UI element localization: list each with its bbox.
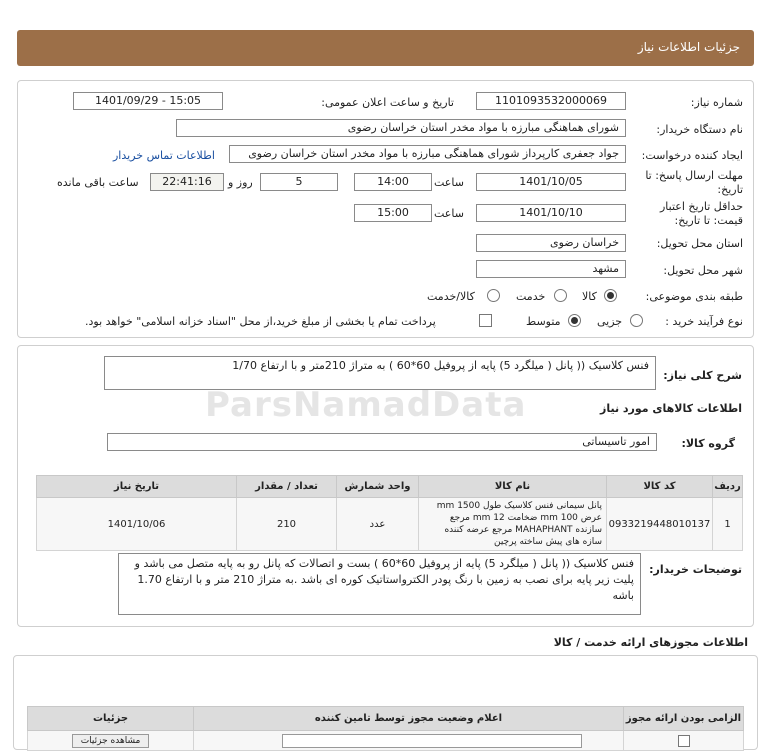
buyer-notes-field: فنس کلاسیک (( پانل ( میلگرد 5) پایه از پروفیل 60*60 ) بست و اتصالات که پانل رو به پایه متصل می باشد و پلیت زیر پایه برای نصب به زمین با رنگ پودر الکترواستاتیک کوره ای باشد .به متراژ 210 متر و با ارتفاع 1.70 باشه — [118, 553, 641, 615]
cell-name: پانل سیمانی فنس کلاسیک طول 1500 mm عرض 100 mm ضخامت 12 mm مرجع سازنده MAHAPHANT مرجع عرضه کننده سازه های پیش ساخته پرچین — [419, 498, 607, 551]
col-qty: تعداد / مقدار — [237, 476, 337, 498]
summary-label: شرح کلی نیاز: — [663, 369, 742, 382]
cell-code: 0933219448010137 — [607, 498, 713, 551]
category-service-radio[interactable] — [554, 289, 567, 302]
category-both-radio[interactable] — [487, 289, 500, 302]
goods-group-label: گروه کالا: — [681, 437, 735, 450]
lic-row — [28, 731, 744, 751]
summary-field: فنس کلاسیک (( پانل ( میلگرد 5) پایه از پروفیل 60*60 ) به متراژ 210متر و با ارتفاع 1/70 — [104, 356, 656, 390]
deadline-time-label: ساعت — [434, 176, 464, 189]
need-number-label: شماره نیاز: — [690, 96, 743, 109]
validity-date-field: 1401/10/10 — [476, 204, 626, 222]
province-field: خراسان رضوی — [476, 234, 626, 252]
announce-datetime-field: 1401/09/29 - 15:05 — [73, 92, 223, 110]
cell-row: 1 — [713, 498, 743, 551]
col-date: تاریخ نیاز — [37, 476, 237, 498]
process-medium-radio[interactable] — [568, 314, 581, 327]
buyer-org-field: شورای هماهنگی مبارزه با مواد مخدر استان خراسان رضوی — [176, 119, 626, 137]
deadline-label: مهلت ارسال پاسخ: تا — [645, 169, 743, 182]
lic-col-required: الزامی بودن ارائه مجوز — [624, 707, 744, 731]
watermark: ParsNamadData — [205, 385, 527, 425]
province-label: استان محل تحویل: — [656, 237, 743, 250]
category-both-label: کالا/خدمت — [427, 290, 475, 303]
process-minor-label: جزیی — [597, 315, 623, 328]
announce-label: تاریخ و ساعت اعلان عمومی: — [321, 96, 454, 109]
lic-status-select[interactable] — [282, 734, 582, 748]
process-label: نوع فرآیند خرید : — [665, 315, 743, 328]
col-name: نام کالا — [419, 476, 607, 498]
goods-info-title: اطلاعات کالاهای مورد نیاز — [600, 402, 742, 415]
deadline-time-field: 14:00 — [354, 173, 432, 191]
validity-label: حداقل تاریخ اعتبار — [659, 200, 743, 213]
treasury-checkbox[interactable] — [479, 314, 492, 327]
city-field: مشهد — [476, 260, 626, 278]
lic-status-cell — [194, 731, 624, 751]
col-unit: واحد شمارش — [337, 476, 419, 498]
goods-table — [36, 475, 743, 551]
lic-details-cell — [28, 731, 194, 751]
col-row: ردیف — [713, 476, 743, 498]
cell-date: 1401/10/06 — [37, 498, 237, 551]
details-button[interactable]: مشاهده جزئیات — [72, 734, 150, 748]
lic-col-details: جزئیات — [28, 707, 194, 731]
table-row — [37, 498, 743, 551]
validity-label-2: قیمت: تا تاریخ: — [674, 214, 743, 227]
process-medium-label: متوسط — [526, 315, 561, 328]
remaining-time-field: 22:41:16 — [150, 173, 224, 191]
page-title: جزئیات اطلاعات نیاز — [637, 40, 740, 54]
cell-unit: عدد — [337, 498, 419, 551]
category-goods-radio[interactable] — [604, 289, 617, 302]
licenses-table — [27, 706, 744, 751]
remaining-label: ساعت باقی مانده — [57, 176, 139, 189]
category-label: طبقه بندی موضوعی: — [645, 290, 743, 303]
validity-time-label: ساعت — [434, 207, 464, 220]
lic-required-cell — [624, 731, 744, 751]
validity-time-field: 15:00 — [354, 204, 432, 222]
deadline-date-field: 1401/10/05 — [476, 173, 626, 191]
days-field: 5 — [260, 173, 338, 191]
treasury-note: پرداخت تمام یا بخشی از مبلغ خرید،از محل "اسناد خزانه اسلامی" خواهد بود. — [85, 315, 436, 328]
licenses-title: اطلاعات مجوزهای ارائه خدمت / کالا — [553, 636, 748, 649]
col-code: کد کالا — [607, 476, 713, 498]
category-service-label: خدمت — [516, 290, 546, 303]
city-label: شهر محل تحویل: — [663, 264, 743, 277]
deadline-label-2: تاریخ: — [717, 183, 743, 196]
creator-label: ایجاد کننده درخواست: — [641, 149, 743, 162]
creator-field: جواد جعفری کارپرداز شورای هماهنگی مبارزه با مواد مخدر استان خراسان رضوی — [229, 145, 626, 163]
process-minor-radio[interactable] — [630, 314, 643, 327]
days-label: روز و — [228, 176, 253, 189]
category-goods-label: کالا — [582, 290, 597, 303]
buyer-contact-link[interactable]: اطلاعات تماس خریدار — [113, 149, 215, 162]
lic-col-status: اعلام وضعیت مجوز توسط تامین کننده — [194, 707, 624, 731]
page-header — [17, 30, 754, 66]
cell-qty: 210 — [237, 498, 337, 551]
buyer-org-label: نام دستگاه خریدار: — [656, 123, 743, 136]
buyer-notes-label: توضیحات خریدار: — [649, 563, 742, 576]
need-number-field: 1101093532000069 — [476, 92, 626, 110]
goods-group-field: امور تاسیساتی — [107, 433, 657, 451]
